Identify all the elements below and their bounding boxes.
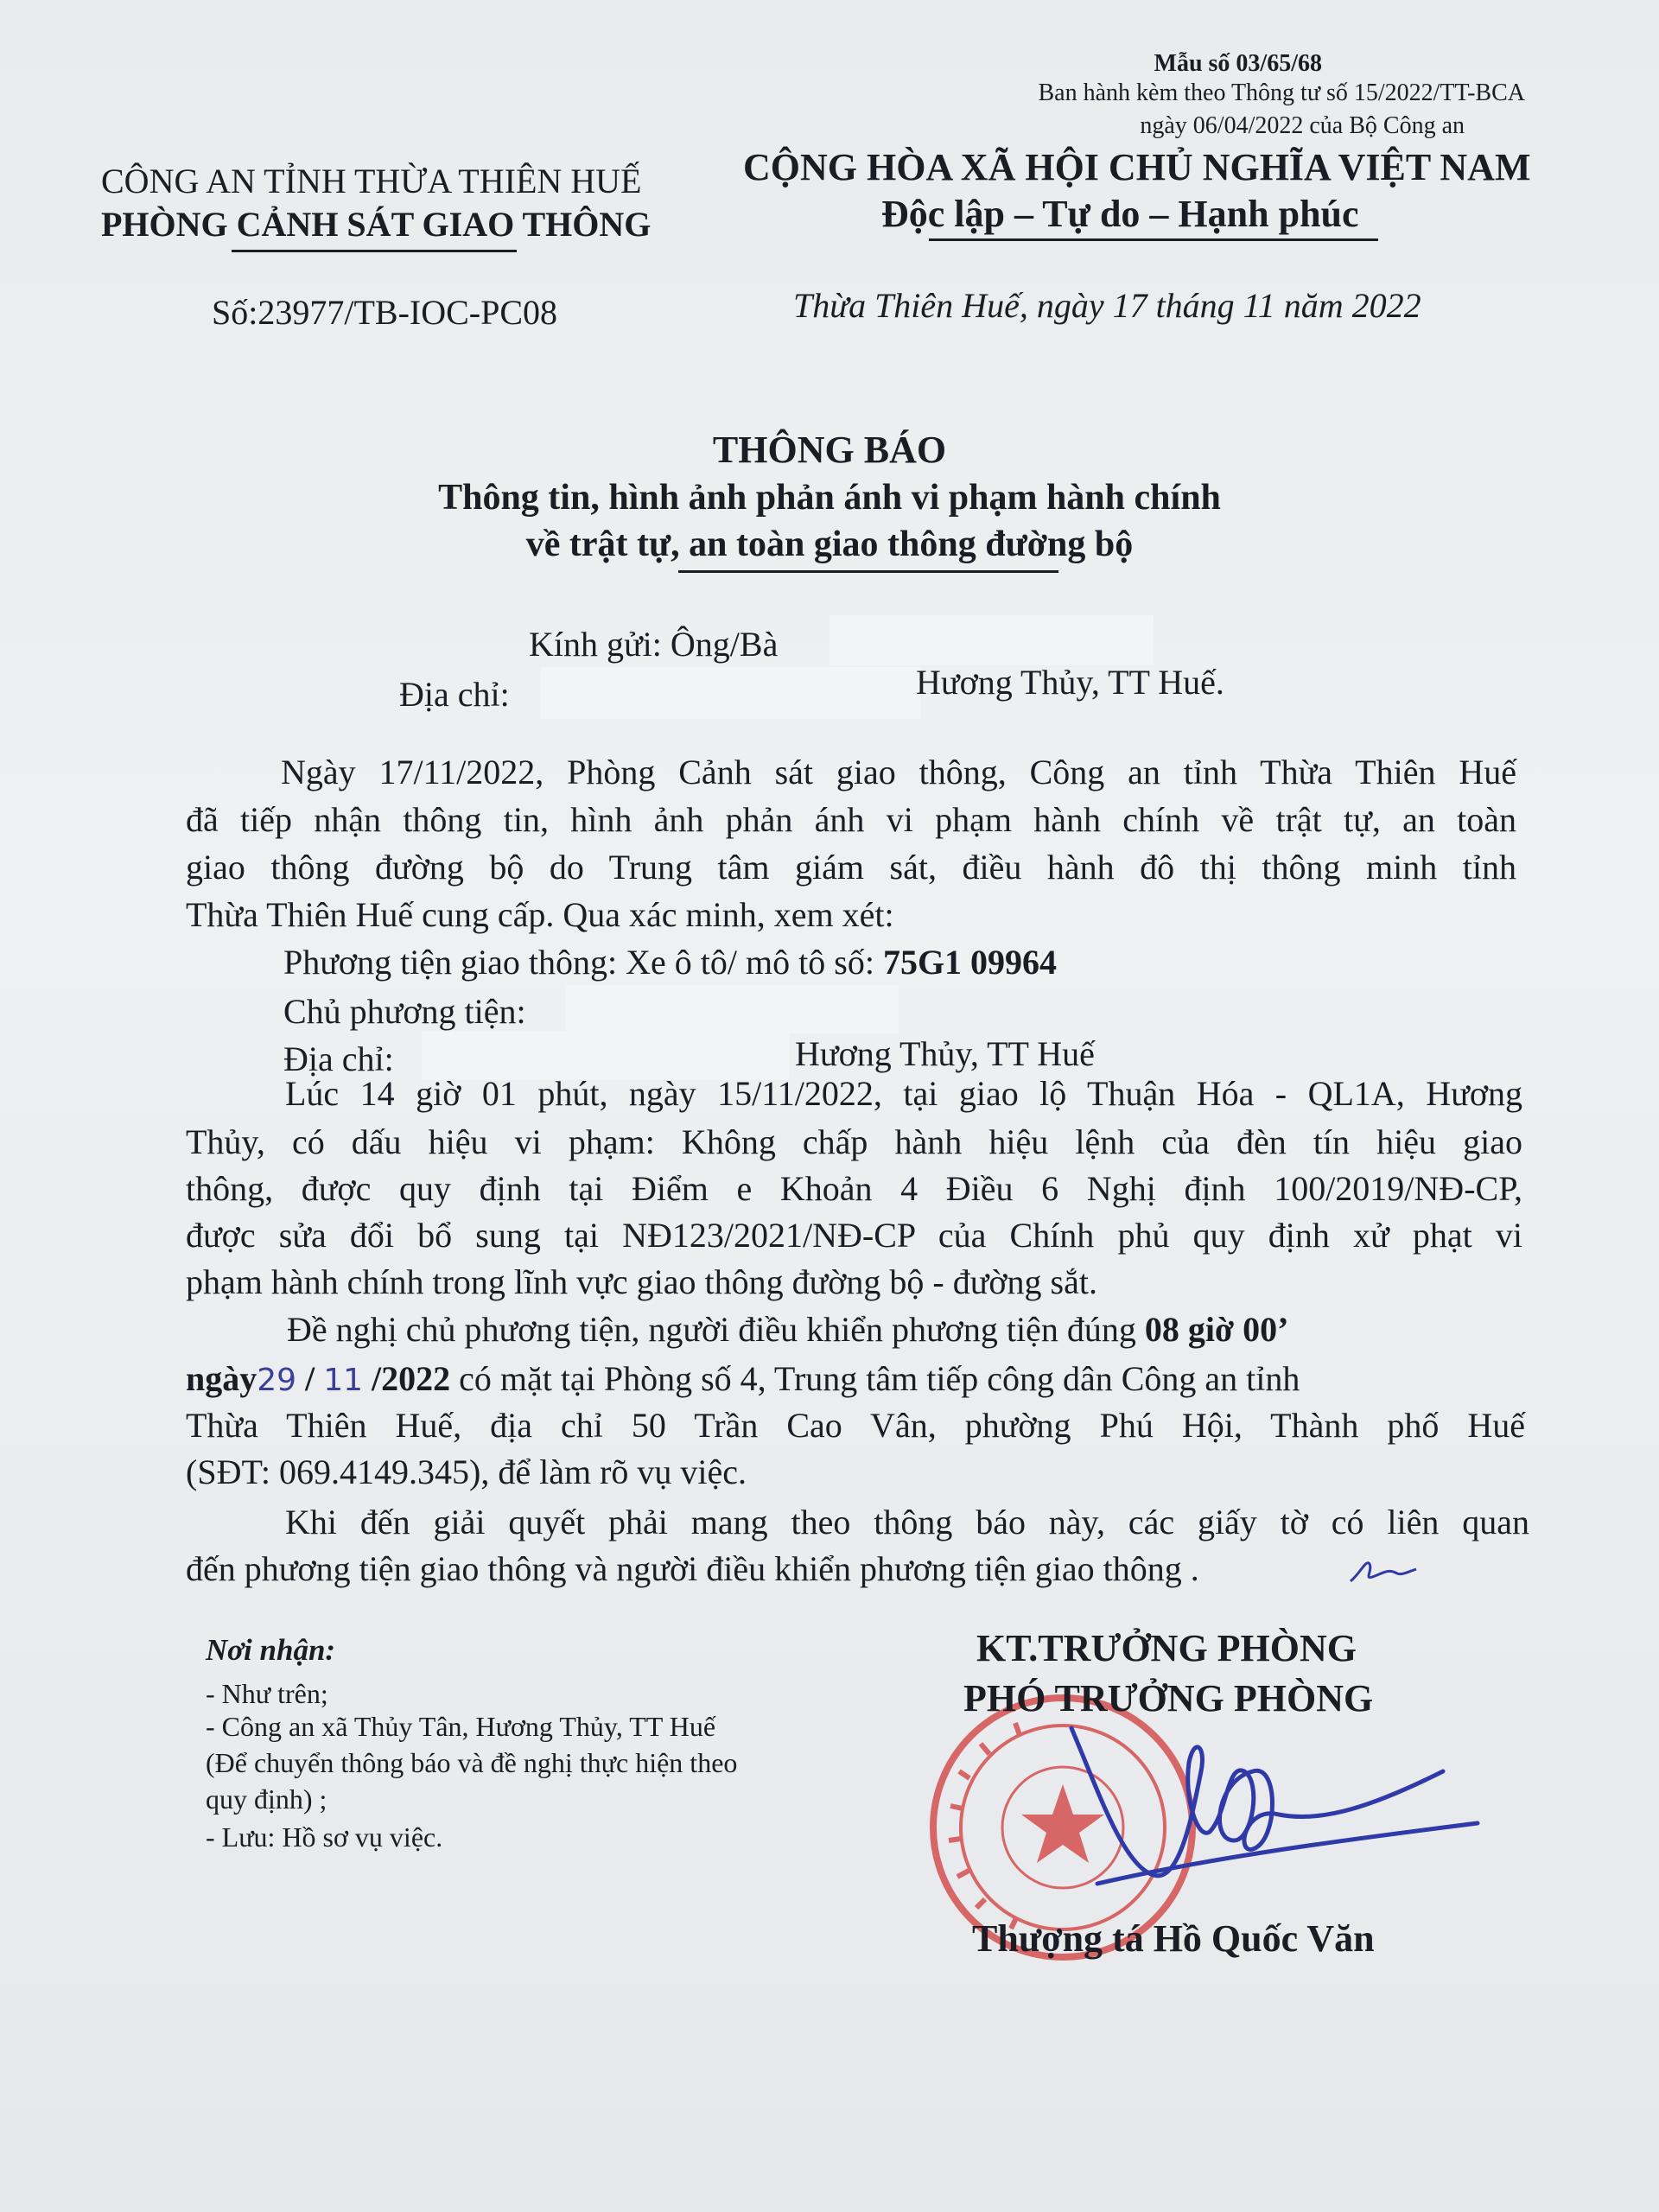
closing-line2: đến phương tiện giao thông và người điều khiển phương tiện giao thông . [186,1549,1199,1588]
place-date: Thừa Thiên Huế, ngày 17 tháng 11 năm 2022 [793,286,1421,325]
request-line2 [186,1358,1300,1399]
request-line2-rest: có mặt tại Phòng số 4, Trung tâm tiếp công dân Công an tỉnh [459,1359,1300,1398]
subtitle-line2: về trật tự, an toàn giao thông đường bộ [525,524,1134,564]
violation-line3: thông, được quy định tại Điểm e Khoản 4 Điều 6 Nghị định 100/2019/NĐ-CP, [186,1169,1522,1208]
handwritten-day: 29 [257,1363,297,1398]
redacted-address [540,667,920,719]
signer-name: Thượng tá Hồ Quốc Văn [972,1917,1375,1960]
owner-label: Chủ phương tiện: [283,992,526,1031]
vehicle-line [283,942,1057,982]
request-line1 [287,1309,1288,1350]
form-issued-date: ngày 06/04/2022 của Bộ Công an [1140,112,1465,139]
agency-underline [232,250,517,252]
request-lead: Đề nghị chủ phương tiện, người điều khiển phương tiện đúng [287,1310,1136,1349]
signature-title-2: PHÓ TRƯỞNG PHÒNG [963,1677,1374,1719]
handwritten-month: 11 [323,1363,363,1398]
vehicle-plate: 75G1 09964 [882,943,1058,982]
closing-line1: Khi đến giải quyết phải mang theo thông báo này, các giấy tờ có liên quan [285,1503,1529,1541]
republic-motto: Độc lập – Tự do – Hạnh phúc [881,193,1359,235]
vehicle-label: Phương tiện giao thông: Xe ô tô/ mô tô số: [283,943,874,982]
recipient-item-1: - Như trên; [206,1678,328,1709]
recipient-address-label: Địa chỉ: [399,675,510,714]
paragraph1-line2: đã tiếp nhận thông tin, hình ảnh phản ánh vi phạm hành chính về trật tự, an toàn [186,800,1516,839]
recipient-item-2: - Công an xã Thủy Tân, Hương Thủy, TT Huế [206,1711,716,1742]
form-issued-with: Ban hành kèm theo Thông tư số 15/2022/TT-BCA [1038,79,1525,106]
recipient-label: Kính gửi: Ông/Bà [529,625,779,664]
paragraph1-line1: Ngày 17/11/2022, Phòng Cảnh sát giao thông, Công an tỉnh Thừa Thiên Huế [281,753,1516,791]
request-time: 08 giờ 00’ [1144,1310,1289,1349]
violation-line5: phạm hành chính trong lĩnh vực giao thông đường bộ - đường sắt. [186,1262,1097,1301]
request-day-prefix: ngày [186,1359,257,1398]
paragraph1-line4: Thừa Thiên Huế cung cấp. Qua xác minh, xem xét: [186,895,894,934]
redacted-name [830,615,1154,665]
vehicle-address-label: Địa chỉ: [283,1039,394,1078]
agency-line2: PHÒNG CẢNH SÁT GIAO THÔNG [101,205,652,244]
recipients-heading: Nơi nhận: [206,1633,336,1667]
recipient-item-4: quy định) ; [206,1783,327,1815]
request-line4: (SĐT: 069.4149.345), để làm rõ vụ việc. [186,1452,747,1491]
agency-line1: CÔNG AN TỈNH THỪA THIÊN HUẾ [101,162,642,200]
subtitle-underline [678,570,1058,573]
recipient-item-5: - Lưu: Hồ sơ vụ việc. [206,1821,443,1853]
motto-underline [929,238,1378,241]
recipient-item-3: (Để chuyển thông báo và đề nghị thực hiện theo [206,1747,738,1778]
handwritten-mark-icon [1344,1547,1421,1590]
document-title: THÔNG BÁO [712,429,947,471]
document-number: Số:23977/TB-IOC-PC08 [212,293,558,332]
vehicle-address-tail: Hương Thủy, TT Huế [795,1034,1095,1073]
redacted-owner [566,985,899,1033]
violation-line4: được sửa đổi bổ sung tại NĐ123/2021/NĐ-CP của Chính phủ quy định xử phạt vi [186,1216,1522,1255]
violation-line2: Thủy, có dấu hiệu vi phạm: Không chấp hành hiệu lệnh của đèn tín hiệu giao [186,1122,1522,1161]
handwritten-signature-icon [994,1711,1495,1918]
violation-line1: Lúc 14 giờ 01 phút, ngày 15/11/2022, tại giao lộ Thuận Hóa - QL1A, Hương [285,1074,1522,1113]
request-year: /2022 [372,1359,451,1398]
request-line3: Thừa Thiên Huế, địa chỉ 50 Trần Cao Vân, phường Phú Hội, Thành phố Huế [186,1406,1525,1445]
request-slash: / [305,1359,315,1398]
republic-name: CỘNG HÒA XÃ HỘI CHỦ NGHĨA VIỆT NAM [743,146,1531,188]
paragraph1-line3: giao thông đường bộ do Trung tâm giám sát, điều hành đô thị thông minh tỉnh [186,848,1516,887]
subtitle-line1: Thông tin, hình ảnh phản ánh vi phạm hành chính [438,478,1221,518]
recipient-address-tail: Hương Thủy, TT Huế. [916,663,1224,702]
signature-title-1: KT.TRƯỞNG PHÒNG [976,1627,1357,1669]
form-number: Mẫu số 03/65/68 [1154,50,1322,77]
